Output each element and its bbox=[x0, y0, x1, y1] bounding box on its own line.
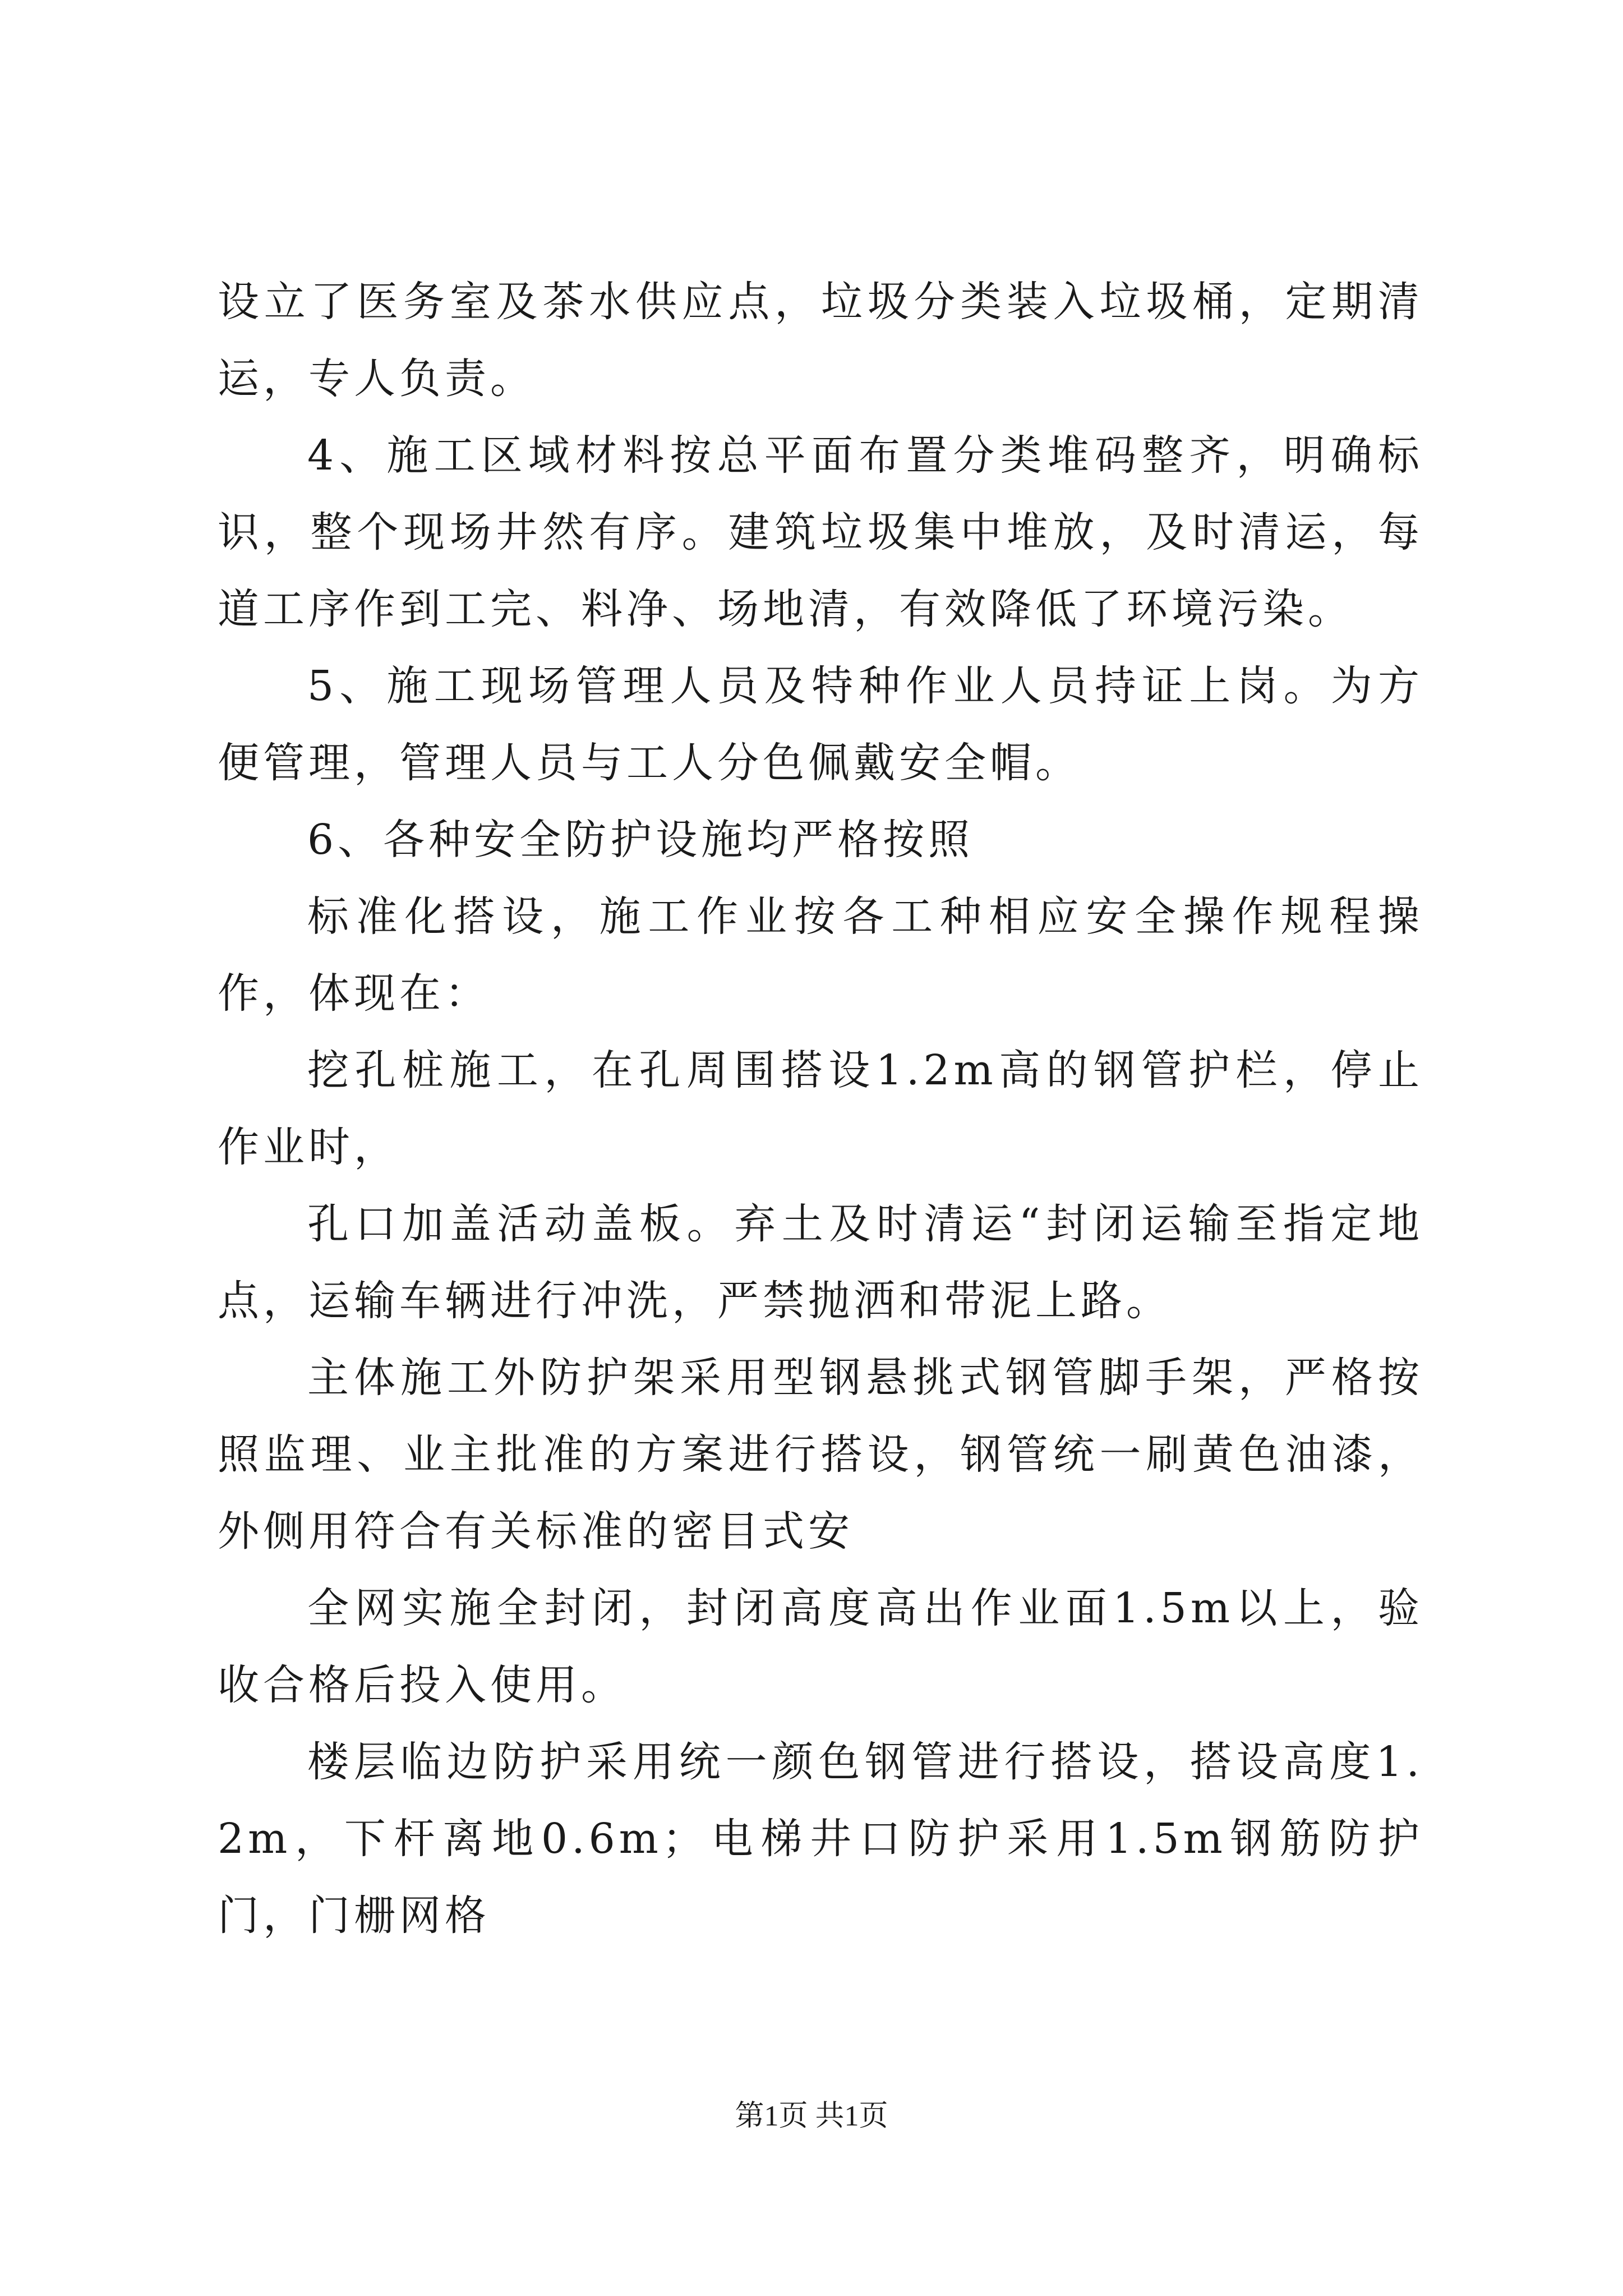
paragraph-7: 孔口加盖活动盖板。弃土及时清运“封闭运输至指定地点，运输车辆进行冲洗，严禁抛洒和带泥上路。 bbox=[218, 1200, 1423, 1325]
paragraph-9: 全网实施全封闭，封闭高度高出作业面1.5m以上，验收合格后投入使用。 bbox=[218, 1584, 1423, 1709]
page-footer: 第1页 共1页 bbox=[735, 2100, 888, 2132]
paragraph-3: 5、施工现场管理人员及特种作业人员持证上岗。为方便管理，管理人员与工人分色佩戴安全帽。 bbox=[218, 662, 1423, 787]
paragraph-8: 主体施工外防护架采用型钢悬挑式钢管脚手架，严格按照监理、业主批准的方案进行搭设，钢管统一刷黄色油漆，外侧用符合有关标准的密目式安 bbox=[218, 1354, 1423, 1556]
paragraph-5: 标准化搭设，施工作业按各工种相应安全操作规程操作，体现在： bbox=[218, 892, 1423, 1018]
paragraph-4: 6、各种安全防护设施均严格按照 bbox=[307, 816, 974, 864]
document-body bbox=[218, 264, 1423, 1954]
paragraph-10: 楼层临边防护采用统一颜色钢管进行搭设，搭设高度1.2m，下杆离地0.6m；电梯井口防护采用1.5m钢筋防护门，门栅网格 bbox=[218, 1738, 1423, 1940]
paragraph-1: 设立了医务室及茶水供应点，垃圾分类装入垃圾桶，定期清运，专人负责。 bbox=[218, 278, 1423, 403]
paragraph-6: 挖孔桩施工，在孔周围搭设1.2m高的钢管护栏，停止作业时， bbox=[218, 1046, 1423, 1171]
paragraph-2: 4、施工区域材料按总平面布置分类堆码整齐，明确标识，整个现场井然有序。建筑垃圾集中堆放，及时清运，每道工序作到工完、料净、场地清，有效降低了环境污染。 bbox=[218, 431, 1423, 633]
